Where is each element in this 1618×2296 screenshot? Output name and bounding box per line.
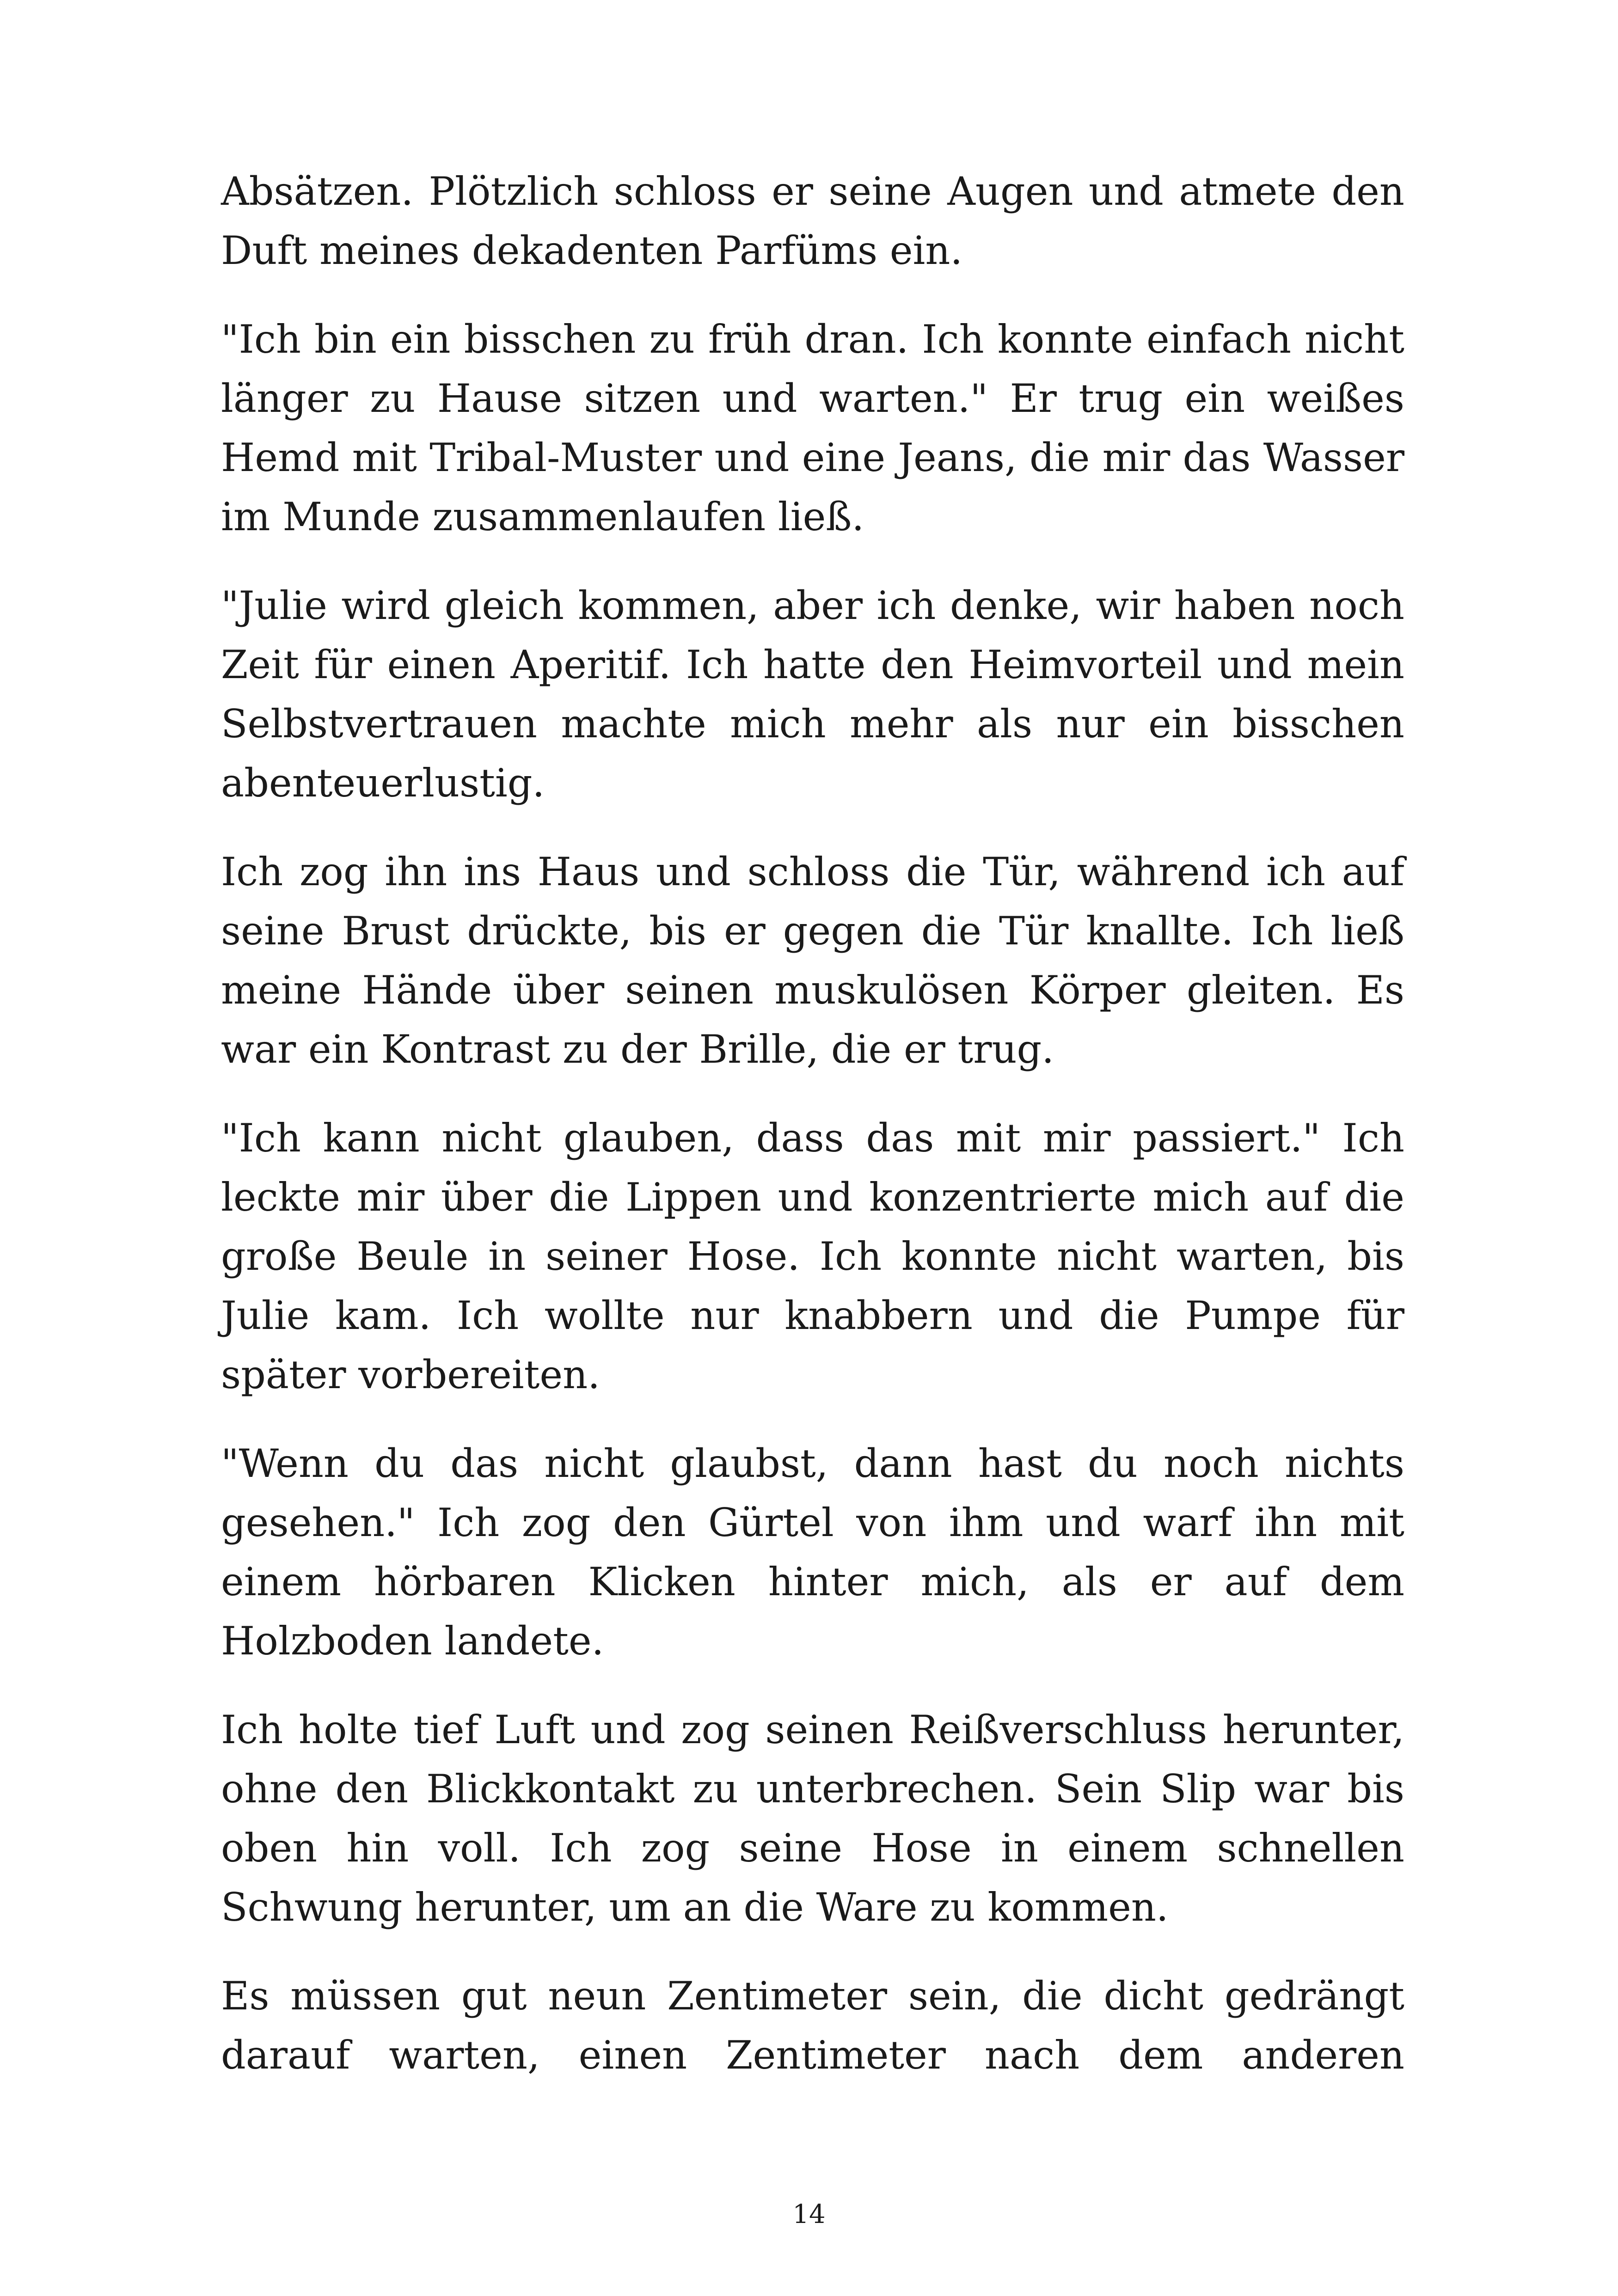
paragraph: Es müssen gut neun Zentimeter sein, die dicht gedrängt darauf warten, einen Zentimeter nach dem anderen — [221, 1973, 1404, 2078]
body-text — [221, 162, 1404, 2085]
paragraph: "Ich kann nicht glauben, dass das mit mir passiert." Ich leckte mir über die Lippen und konzentrierte mich auf die große Beule in seiner Hose. Ich konnte nicht warten, bis Julie kam. Ich wollte nur knabbern und die Pumpe für später vorbereiten. — [221, 1115, 1404, 1397]
paragraph: Ich holte tief Luft und zog seinen Reißverschluss herunter, ohne den Blickkontakt zu unterbrechen. Sein Slip war bis oben hin voll. Ich zog seine Hose in einem schnellen Schwung herunter, um an die Ware zu kommen. — [221, 1707, 1404, 1930]
page-number: 14 — [792, 2199, 826, 2229]
paragraph: "Ich bin ein bisschen zu früh dran. Ich konnte einfach nicht länger zu Hause sitzen und warten." Er trug ein weißes Hemd mit Tribal-Muster und eine Jeans, die mir das Wasser im Munde zusammenlaufen ließ. — [221, 317, 1404, 539]
paragraph: Ich zog ihn ins Haus und schloss die Tür, während ich auf seine Brust drückte, bis er gegen die Tür knallte. Ich ließ meine Hände über seinen muskulösen Körper gleiten. Es war ein Kontrast zu der Brille, die er trug. — [221, 849, 1404, 1072]
paragraph: "Julie wird gleich kommen, aber ich denke, wir haben noch Zeit für einen Aperitif. Ich hatte den Heimvorteil und mein Selbstvertrauen machte mich mehr als nur ein bisschen abenteuerlustig. — [221, 583, 1404, 806]
paragraph: "Wenn du das nicht glaubst, dann hast du noch nichts gesehen." Ich zog den Gürtel von ihm und warf ihn mit einem hörbaren Klicken hinter mich, als er auf dem Holzboden landete. — [221, 1441, 1404, 1664]
paragraph: Absätzen. Plötzlich schloss er seine Augen und atmete den Duft meines dekadenten Parfüms ein. — [221, 169, 1404, 273]
